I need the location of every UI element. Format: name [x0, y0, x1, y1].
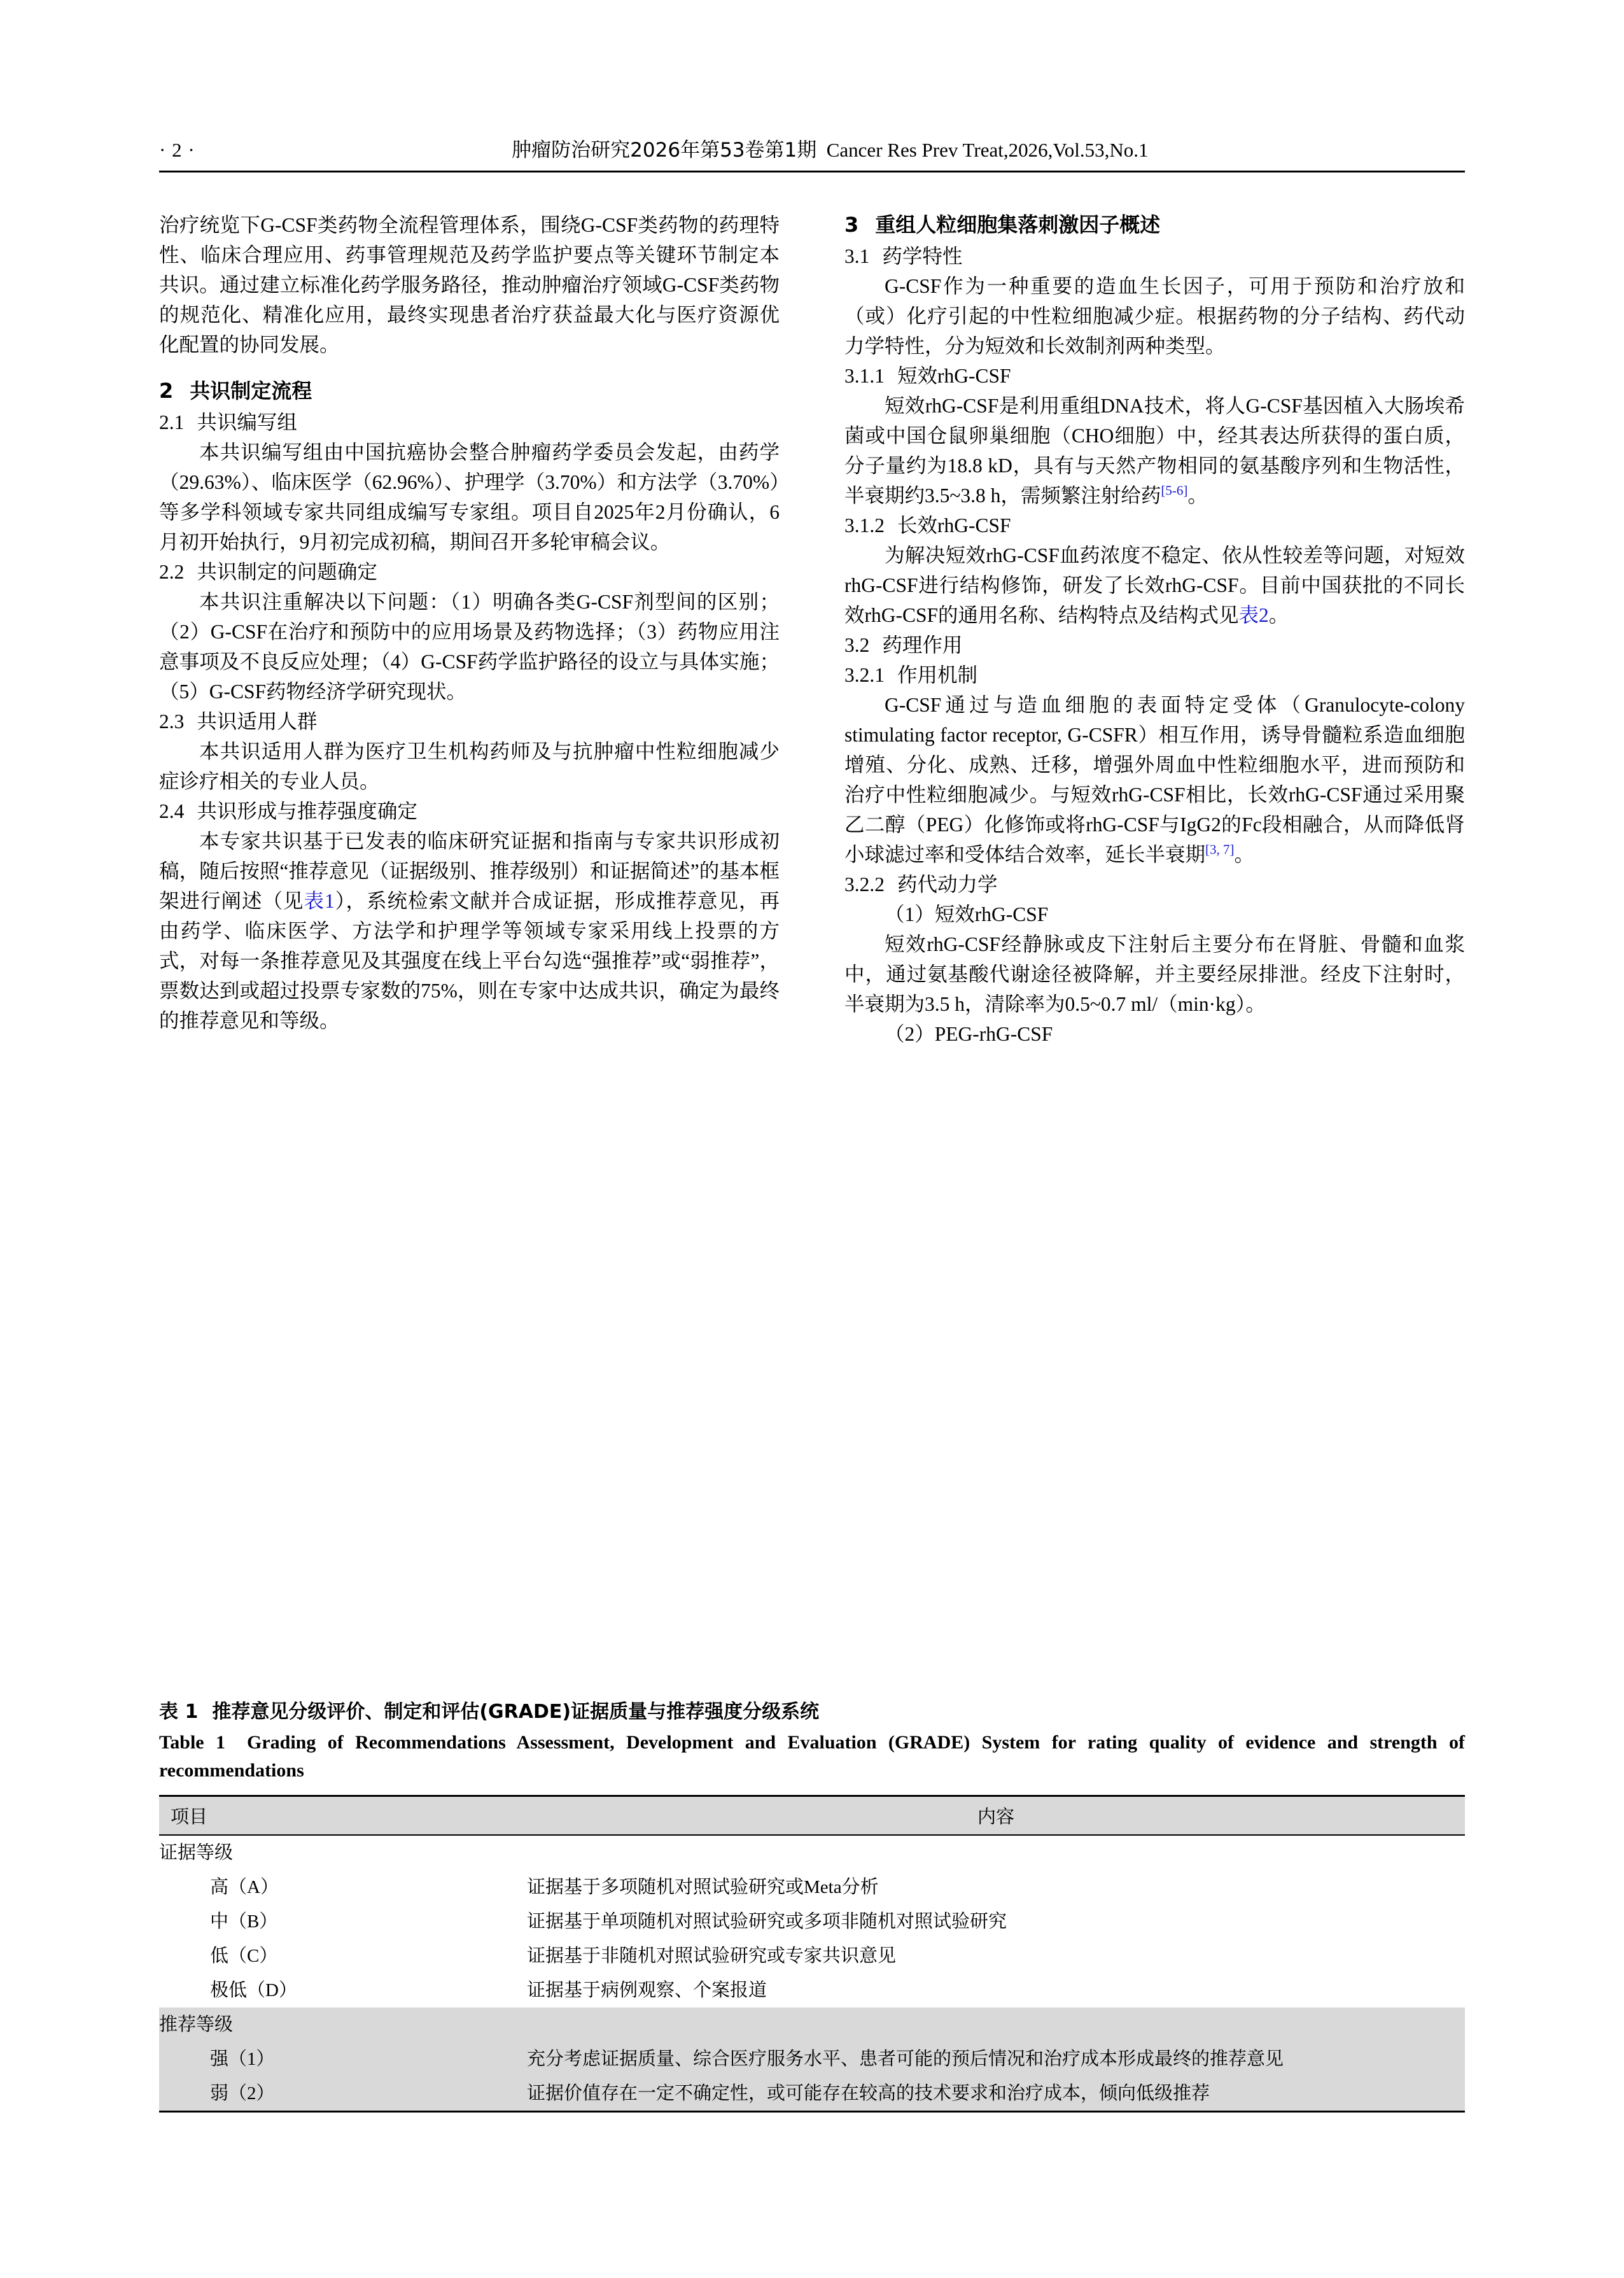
table-row: [159, 2042, 1465, 2076]
section-2-2-heading: [159, 557, 780, 587]
reference-3-7[interactable]: [3, 7]: [1205, 841, 1235, 857]
section-2-4-body-part1: 本专家共识基于已发表的临床研究证据和指南与专家共识形成初稿，随后按照“推荐意见（证据级别、推荐级别）和证据简述”的基本框架进行阐述（见: [159, 830, 780, 912]
row-item: 高（A）: [210, 1877, 279, 1897]
section-3-1-number: 3.1: [844, 245, 870, 267]
section-3-2-2-number: 3.2.2: [844, 873, 885, 896]
section-2-heading: [159, 376, 780, 406]
row-content: 充分考虑证据质量、综合医疗服务水平、患者可能的预后情况和治疗成本形成最终的推荐意见: [527, 2042, 1465, 2076]
section-3-number: 3: [844, 213, 859, 237]
section-3-title: 重组人粒细胞集落刺激因子概述: [875, 213, 1161, 237]
section-3-1-2-body: [844, 540, 1465, 630]
section-2-4-heading: [159, 796, 780, 826]
section-2-1-body: 本共识编写组由中国抗癌协会整合肿瘤药学委员会发起，由药学（29.63%）、临床医学（62.96%）、护理学（3.70%）和方法学（3.70%）等多学科领域专家共同组成编写专家组。项目自2025年2月份确认，6月初开始执行，9月初完成初稿，期间召开多轮审稿会议。: [159, 441, 780, 553]
reference-5-6[interactable]: [5-6]: [1161, 482, 1188, 498]
table1-caption-cn-label: 表 1: [159, 1701, 199, 1723]
header-rule: [159, 171, 1465, 172]
section-3-1-2-heading: [844, 510, 1465, 540]
section-2-3-title: 共识适用人群: [197, 710, 318, 733]
table1-caption-cn: [159, 1698, 1465, 1726]
section-3-1-heading: [844, 241, 1465, 271]
section-2-3-body: 本共识适用人群为医疗卫生机构药师及与抗肿瘤中性粒细胞减少症诊疗相关的专业人员。: [159, 740, 780, 792]
section-3-1-1-heading: [844, 361, 1465, 391]
row-item: 证据等级: [159, 1843, 234, 1863]
table-row: [159, 1835, 1465, 1870]
section-2-2-title: 共识制定的问题确定: [197, 561, 377, 583]
section-3-2-1-body-part2: 。: [1234, 843, 1255, 866]
journal-title-cn: 肿瘤防治研究2026年第53卷第1期: [512, 139, 817, 162]
section-3-2-number: 3.2: [844, 634, 870, 656]
column-header-content: 内容: [527, 1796, 1465, 1836]
section-3-2-1-body: [844, 690, 1465, 869]
intro-continued: 治疗统览下G-CSF类药物全流程管理体系，围绕G-CSF类药物的药理特性、临床合理应用、药事管理规范及药学监护要点等关键环节制定本共识。通过建立标准化药学服务路径，推动肿瘤治疗领域G-CSF类药物的规范化、精准化应用，最终实现患者治疗获益最大化与医疗资源优化配置的协同发展。: [159, 214, 780, 356]
section-2-3-number: 2.3: [159, 710, 185, 733]
table1-crossref-link[interactable]: 表1: [304, 890, 335, 912]
row-content: [527, 2007, 1465, 2042]
section-2-1-heading: [159, 407, 780, 437]
section-2-4-number: 2.4: [159, 800, 185, 822]
row-item: 推荐等级: [159, 2007, 527, 2042]
column-header-item: 项目: [159, 1796, 527, 1836]
table-row: [159, 2076, 1465, 2112]
table-row: [159, 1870, 1465, 1904]
row-content: 证据基于多项随机对照试验研究或Meta分析: [527, 1877, 879, 1897]
section-3-1-1-title: 短效rhG-CSF: [897, 365, 1011, 387]
section-3-1-2-body-part2: 。: [1268, 604, 1289, 626]
section-3-1-1-body: [844, 391, 1465, 510]
section-3-2-title: 药理作用: [882, 634, 963, 656]
page-number: · 2 ·: [159, 139, 195, 161]
section-3-2-2-item2: （2）PEG-rhG-CSF: [885, 1023, 1053, 1045]
section-2-4-title: 共识形成与推荐强度确定: [197, 800, 417, 822]
table-row: [159, 1939, 1465, 1973]
section-2-1-title: 共识编写组: [197, 411, 297, 433]
table1-block: [159, 1698, 1465, 2113]
section-3-2-1-number: 3.2.1: [844, 664, 885, 686]
section-3-heading: [844, 210, 1465, 240]
table-header-row: [159, 1796, 1465, 1836]
grade-table: [159, 1795, 1465, 2113]
section-2-2-number: 2.2: [159, 561, 185, 583]
right-column: [844, 210, 1465, 1049]
section-3-2-2-body: 短效rhG-CSF经静脉或皮下注射后主要分布在肾脏、骨髓和血浆中，通过氨基酸代谢途径被降解，并主要经尿排泄。经皮下注射时，半衰期为3.5 h，清除率为0.5~0.7 ml/（min·kg）。: [844, 933, 1465, 1015]
table2-crossref-link[interactable]: 表2: [1238, 604, 1269, 626]
section-3-2-2-title: 药代动力学: [897, 873, 998, 896]
section-3-1-2-number: 3.1.2: [844, 514, 885, 537]
row-content: [527, 1835, 1465, 1870]
section-3-1-2-title: 长效rhG-CSF: [897, 514, 1011, 537]
row-item: 强（1）: [159, 2042, 527, 2076]
section-3-1-title: 药学特性: [882, 245, 963, 267]
row-content: 证据基于非随机对照试验研究或专家共识意见: [527, 1946, 897, 1966]
section-2-number: 2: [159, 379, 174, 403]
section-2-1-number: 2.1: [159, 411, 185, 433]
row-content: 证据基于单项随机对照试验研究或多项非随机对照试验研究: [527, 1911, 1007, 1932]
section-2-3-heading: [159, 707, 780, 736]
journal-title: [195, 134, 1465, 162]
table1-caption-en: [159, 1729, 1465, 1785]
row-content: 证据基于病例观察、个案报道: [527, 1980, 767, 2000]
table1-caption-en-text: Grading of Recommendations Assessment, Development and Evaluation (GRADE) System for rating quality of evidence and strength of recommendations: [159, 1732, 1465, 1781]
section-3-2-1-body-part1: G-CSF通过与造血细胞的表面特定受体（Granulocyte-colony stimulating factor receptor, G-CSFR）相互作用，诱导骨髓粒系造血细胞增殖、分化、成熟、迁移，增强外周血中性粒细胞水平，进而预防和治疗中性粒细胞减少。与短效rhG-CSF相比，长效rhG-CSF通过采用聚乙二醇（PEG）化修饰或将rhG-CSF与IgG2的Fc段相融合，从而降低肾小球滤过率和受体结合效率，延长半衰期: [844, 694, 1465, 866]
table1-caption-cn-text: 推荐意见分级评价、制定和评估(GRADE)证据质量与推荐强度分级系统: [212, 1701, 820, 1723]
left-column: [159, 210, 780, 1036]
section-3-2-2-item1: （1）短效rhG-CSF: [885, 903, 1049, 925]
section-3-2-2-heading: [844, 869, 1465, 899]
section-2-2-body: 本共识注重解决以下问题：（1）明确各类G-CSF剂型间的区别；（2）G-CSF在治疗和预防中的应用场景及药物选择；（3）药物应用注意事项及不良反应处理；（4）G-CSF药学监护路径的设立与具体实施；（5）G-CSF药物经济学研究现状。: [159, 591, 780, 703]
section-2-4-body-part2: ），系统检索文献并合成证据，形成推荐意见，再由药学、临床医学、方法学和护理学等领域专家采用线上投票的方式，对每一条推荐意见及其强度在线上平台勾选“强推荐”或“弱推荐”，票数达到或超过投票专家数的75%，则在专家中达成共识，确定为最终的推荐意见和等级。: [159, 890, 780, 1032]
section-2-4-body: [159, 826, 780, 1036]
row-item: 中（B）: [210, 1911, 278, 1932]
row-content: 证据价值存在一定不确定性，或可能存在较高的技术要求和治疗成本，倾向低级推荐: [527, 2076, 1465, 2112]
section-3-1-2-body-part1: 为解决短效rhG-CSF血药浓度不稳定、依从性较差等问题，对短效rhG-CSF进行结构修饰，研发了长效rhG-CSF。目前中国获批的不同长效rhG-CSF的通用名称、结构特点及结构式见: [844, 544, 1465, 626]
section-3-1-1-body-part1: 短效rhG-CSF是利用重组DNA技术，将人G-CSF基因植入大肠埃希菌或中国仓鼠卵巢细胞（CHO细胞）中，经其表达所获得的蛋白质，分子量约为18.8 kD，具有与天然产物相同的氨基酸序列和生物活性，半衰期约3.5~3.8 h，需频繁注射给药: [844, 395, 1465, 507]
section-3-1-body: G-CSF作为一种重要的造血生长因子，可用于预防和治疗放和（或）化疗引起的中性粒细胞减少症。根据药物的分子结构、药代动力学特性，分为短效和长效制剂两种类型。: [844, 275, 1465, 357]
section-3-1-1-body-part2: 。: [1187, 484, 1208, 507]
table-row: [159, 1973, 1465, 2007]
table-row: [159, 2007, 1465, 2042]
table1-caption-en-label: Table 1: [159, 1732, 225, 1753]
journal-title-en: Cancer Res Prev Treat,2026,Vol.53,No.1: [826, 139, 1149, 161]
section-2-title: 共识制定流程: [190, 379, 312, 403]
section-3-2-1-heading: [844, 660, 1465, 690]
running-head: [159, 134, 1465, 162]
section-3-2-1-title: 作用机制: [897, 664, 978, 686]
row-item: 弱（2）: [159, 2076, 527, 2112]
row-item: 低（C）: [210, 1946, 278, 1966]
section-3-2-heading: [844, 630, 1465, 660]
row-item: 极低（D）: [210, 1980, 297, 2000]
table-row: [159, 1904, 1465, 1939]
section-3-1-1-number: 3.1.1: [844, 365, 885, 387]
